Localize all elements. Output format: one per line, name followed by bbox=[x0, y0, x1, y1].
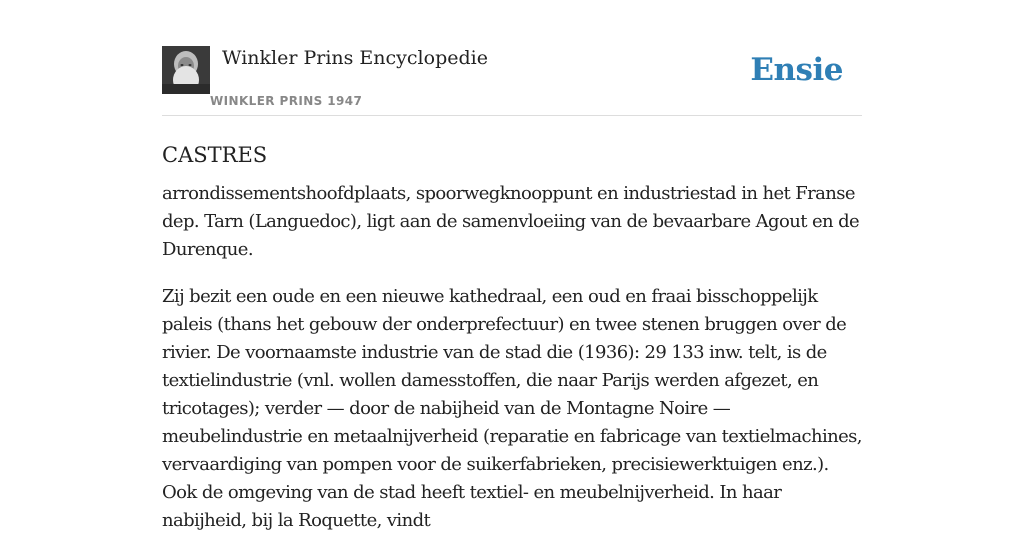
article-header bbox=[162, 46, 862, 116]
entry-paragraph-1: arrondissementshoofdplaats, spoorwegknooppunt en industriestad in het Franse dep. Tarn (Languedoc), ligt aan de samenvloeiing van de bevaarbare Agout en de Durenque. bbox=[162, 183, 860, 260]
ensie-logo[interactable]: Ensie bbox=[750, 52, 843, 88]
entry-paragraph-2: Zij bezit een oude en een nieuwe kathedraal, een oud en fraai bisschoppelijk paleis (thans het gebouw der onderprefectuur) en twee stenen bruggen over de rivier. De voornaamste industrie van de stad die (1936): 29 133 inw. telt, is de textielindustrie (vnl. wollen damesstoffen, die naar Parijs werden afgezet, en tricotages); verder — door de nabijheid van de Montagne Noire — meubelindustrie en metaalnijverheid (reparatie en fabricage van textielmachines, vervaardiging van pompen voor de suikerfabrieken, precisiewerktuigen enz.). Ook de omgeving van de stad heeft textiel- en meubelnijverheid. In haar nabijheid, bij la Roquette, vindt bbox=[162, 286, 862, 531]
bearded-man-portrait-icon bbox=[162, 46, 210, 94]
article-container bbox=[162, 46, 862, 535]
source-title[interactable]: Winkler Prins Encyclopedie bbox=[222, 47, 488, 69]
source-avatar[interactable] bbox=[162, 46, 210, 94]
source-subtitle: WINKLER PRINS 1947 bbox=[210, 94, 363, 108]
entry-title: CASTRES bbox=[162, 143, 268, 167]
